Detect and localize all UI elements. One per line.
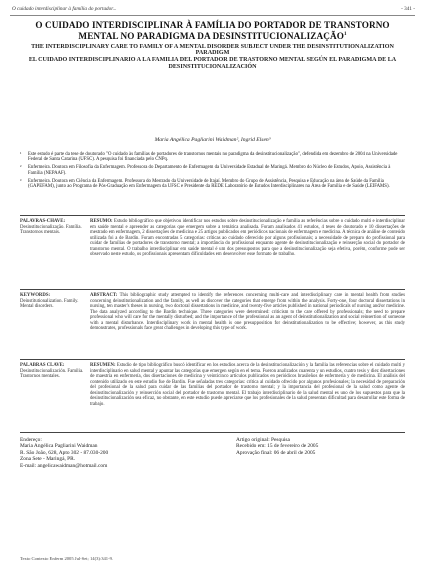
approved-date: Aprovação final: 06 de abril de 2005 [236,449,316,456]
note-item [20,165,405,176]
article-type: Artigo original: Pesquisa [236,437,290,443]
page-number: - 341 - [401,6,415,12]
note-mark: ¹ [20,152,22,157]
note-item [20,179,405,190]
title-english: THE INTERDISCIPLINARY CARE TO FAMILY OF A MENTAL DISORDER SUBJECT UNDER THE DESINSTITUTIONALIZATION PARADIGM [31,43,394,57]
authors: Maria Angélica Pagliarini Waidman², Ingrid Elsen³ [154,137,271,143]
abstract [90,219,405,258]
keywords-label: PALABRAS CLAVE: [20,363,65,368]
title-portuguese: O CUIDADO INTERDISCIPLINAR À FAMÍLIA DO PORTADOR DE TRANSTORNO MENTAL NO PARADIGMA DA DESINSTITUCIONALIZAÇÃO$^1$ [35,20,390,42]
keywords-text: Deinstitutionalization. Family. Mental disorders. [20,298,79,309]
keywords-label: KEYWORDS: [20,293,51,298]
abstract [90,363,405,407]
note-text: Enfermeira. Doutora em Filosofia da Enfermagem. Professora do Departamento de Enfermagem da Universidade Estadual de Maringá. Membro do Núcleo de Estudos, Apoio, Assistência à Família (NEPAAF). [28,165,391,176]
abstract-section-es [20,359,405,430]
abstract [90,293,405,332]
running-title: O cuidado interdisciplinar à família do portador... [12,6,117,12]
correspondence-address [20,437,220,469]
note-text: Enfermeira. Doutora em Ciência da Enfermagem. Professora do Mestrado da Universidade de Itajaí. Membro do Grupo de Assistência, Pesquisa e Educação na área de Saúde da Família (GAPEFAM), junto ao Programa de Pós-Graduação em Enfermagem da UFSC e Presidente da REDE Laboratório de Estudos Interdisciplinares na Área de Família e de Saúde (LEIFAMS). [28,178,390,190]
abstract-text: Estudo bibliográfico que objetivou identificar nos estudos sobre desinstitucionalização e família as referências sobre o cuidado multi e interdisciplinar em saúde mental e apreender as categorias que emergem sobre a temática analisada. Foram analisados 41 estudos, 4 teses de doutorado e 10 dissertações de mestrado em enfermagem, 2 dissertações de medicina e 25 artigos publicados em periódicos nacionais de enfermagem e medicina. A técnica de análise de conteúdo utilizada foi a de Bardin. Foram encontradas 5 categorias: críticas ao cuidado oferecido por alguns profissionais; a necessidade de preparo do profissional para cuidar de famílias de portadores de transtorno mental; a importância do profissional enquanto agente de desinstitucionalização e reinserção social do portador de transtorno mental. O trabalho interdisciplinar em saúde mental é um dos pressupostos para que a desinstitucionalização seja efetiva, porém, conforme pode ser observado neste estudo, os profissionais apresentam dificuldades em desenvolver esse formato de trabalho. [90,219,405,257]
keywords-text: Desinstitucionalización. Familia. Trastornos mentales. [20,368,84,379]
abstract-label: ABSTRACT: [90,293,118,298]
address-line: R. São João, 628, Apto 302 - 87.030-200 [20,449,109,456]
address-email: E-mail: angelicawaidman@hotmail.com [20,462,108,469]
title-spanish: EL CUIDADO INTERDISCIPLINARIO A LA FAMILIA DEL PORTADOR DE TRASTORNO MENTAL SEGÚN EL PARADIGMA DE LA DESINSTITUCIONALIZACIÓN [28,57,397,70]
abstract-section-en [20,289,405,356]
author-notes [20,152,405,192]
keywords [20,219,86,236]
title-footnote-mark: 1 [343,32,347,38]
header-divider [10,15,415,16]
note-mark: ² [20,165,22,171]
keywords-label: PALAVRAS-CHAVE: [20,219,66,224]
title-block [20,21,405,70]
journal-citation: Texto Contexto Enferm 2005 Jul-Set; 14(3):341-9. [20,556,114,561]
address-label: Endereço: [20,437,42,443]
note-mark: ³ [20,178,22,184]
address-line: Maria Angélica Pagliarini Waidman [20,443,98,450]
abstract-label: RESUMEN: [90,363,116,368]
section-divider [20,432,405,433]
received-date: Recebido em: 15 de fevereiro de 2005 [236,443,319,450]
keywords [20,363,86,380]
keywords-text: Desinstitucionalização. Família. Transtornos mentais. [20,224,82,235]
abstract-text: This bibliographic study attempted to identify the references concerning multi-care and interdisciplinary care in mental health from studies concerning deinstitutionalization and the family, as well as discover the categories that emerge from within the analysis. Forty-one, four doctoral dissertations in nursing, ten master's theses in nursing, two doctoral dissertations in medicine, and twenty-five articles published in national periodicals of nursing and/or medicine. The data analyzed according to the Bardin technique. Three categories were determined: criticism to the care offered by professionals; the need to prepare professional who will care for the mentally disturbed; and the importance of the professional as an agent of deinstitutionalization and social reinsertion of someone with a mental disturbance. Interdisciplinary work in mental health is one presupposition for deinstitutionalization to be effective; however, as this study demonstrates, professionals face great challenges in developing this type of work. [90,293,405,331]
keywords [20,293,86,310]
abstract-label: RESUMO: [90,219,113,224]
note-item [20,152,405,163]
abstract-text: Estudio de tipo bibliográfico buscó identificar en los estudios acerca de la desinstitucionalización y la familia las referencias sobre el cuidado multi y interdisciplinario en salud mental y apuntar las categorías que emergen según en el tema. Fueron analizados cuarenta y un estudios, cuatro tesis y diez disertaciones de maestría en enfermería, dos disertaciones de medicina y veinticinco artículos publicados en periódicos brasileños de enfermería y de medicina. El análisis del contenido utilizado en este estudio fue de Bardin. Fue señaladas tres categorías: crítica al cuidado ofrecido por algunos profesionales; la necesidad de preparación del profesional de la salud para cuidar de las familias del portador de trastorno mental; y la importancia del profesional de la salud como agente de desinstitucionalización y reinserción social del portador de trastorno mental. El trabajo interdisciplinario de la salud mental es uno de los supuestos para que la desinstitucionalización sea eficaz, no obstante, en este estudio puede apreciarse que los profesionales de la salud presentan dificultad para desarrollar este forma de trabajo. [90,363,405,407]
article-dates [236,437,406,456]
abstract-section-pt [20,215,405,282]
note-text: Este estudo é parte da tese de doutorado "O cuidado às famílias de portadores de transtornos mentais no paradigma da desinstitucionalização", defendida em dezembro de 2004 na Universidade Federal de Santa Catarina (UFSC). A pesquisa foi financiada pelo CNPq. [28,152,398,163]
address-line: Zona Sete - Maringá, PR. [20,456,76,463]
